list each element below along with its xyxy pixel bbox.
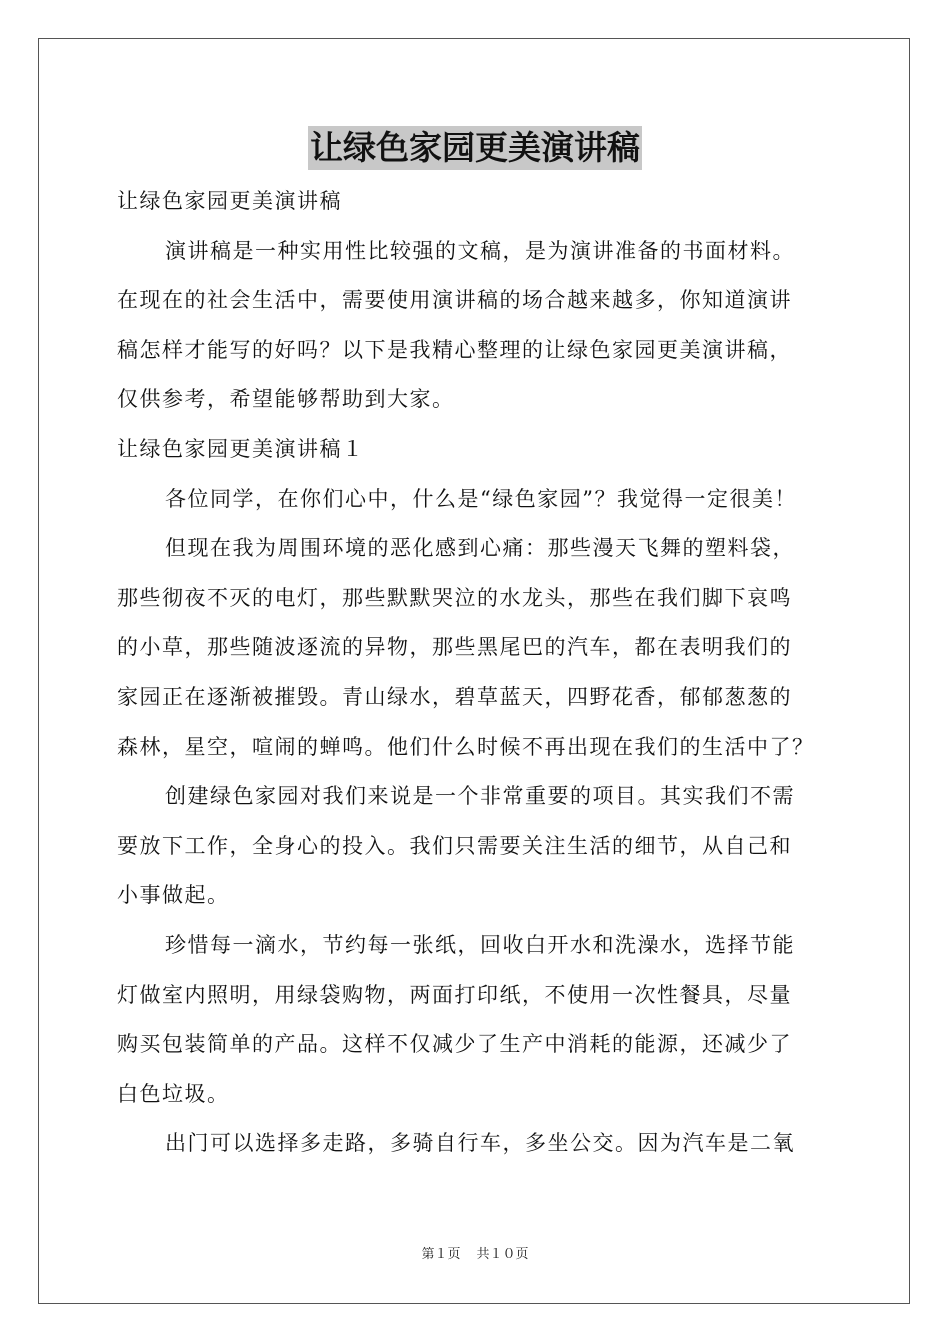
text-line: 小事做起。 [117,883,230,908]
page-total: 共１０页 [476,1247,529,1262]
document-body [117,177,837,1169]
page-number: 第１页 [421,1247,461,1262]
text-line: 各位同学，在你们心中，什么是“绿色家园”？我觉得一定很美！ [165,486,797,511]
text-line: 在现在的社会生活中，需要使用演讲稿的场合越来越多，你知道演讲 [117,288,792,313]
text-line: 出门可以选择多走路，多骑自行车，多坐公交。因为汽车是二氧 [165,1131,795,1156]
text-line: 家园正在逐渐被摧毁。青山绿水，碧草蓝天，四野花香，郁郁葱葱的 [117,684,792,709]
text-line: 要放下工作，全身心的投入。我们只需要关注生活的细节，从自己和 [117,833,792,858]
text-line: 的小草，那些随波逐流的异物，那些黑尾巴的汽车，都在表明我们的 [117,635,792,660]
text-line: 让绿色家园更美演讲稿 [117,189,342,213]
document-title: 让绿色家园更美演讲稿 [308,126,642,170]
text-line: 稿怎样才能写的好吗？以下是我精心整理的让绿色家园更美演讲稿， [117,337,792,362]
text-line: 演讲稿是一种实用性比较强的文稿，是为演讲准备的书面材料。 [165,238,795,263]
text-line: 购买包装简单的产品。这样不仅减少了生产中消耗的能源，还减少了 [117,1032,792,1057]
text-line: 森林，星空，喧闹的蝉鸣。他们什么时候不再出现在我们的生活中了？ [117,734,815,759]
text-line: 那些彻夜不灭的电灯，那些默默哭泣的水龙头，那些在我们脚下哀鸣 [117,585,792,610]
section-heading: 让绿色家园更美演讲稿１ [117,436,365,461]
text-line: 创建绿色家园对我们来说是一个非常重要的项目。其实我们不需 [165,784,795,809]
text-line: 但现在我为周围环境的恶化感到心痛：那些漫天飞舞的塑料袋， [165,536,795,561]
page-footer [0,1246,950,1264]
title-area [0,126,950,170]
text-line: 珍惜每一滴水，节约每一张纸，回收白开水和洗澡水，选择节能 [165,932,795,957]
text-line: 白色垃圾。 [117,1081,230,1106]
text-line: 仅供参考，希望能够帮助到大家。 [117,387,455,412]
text-line: 灯做室内照明，用绿袋购物，两面打印纸，不使用一次性餐具，尽量 [117,982,792,1007]
